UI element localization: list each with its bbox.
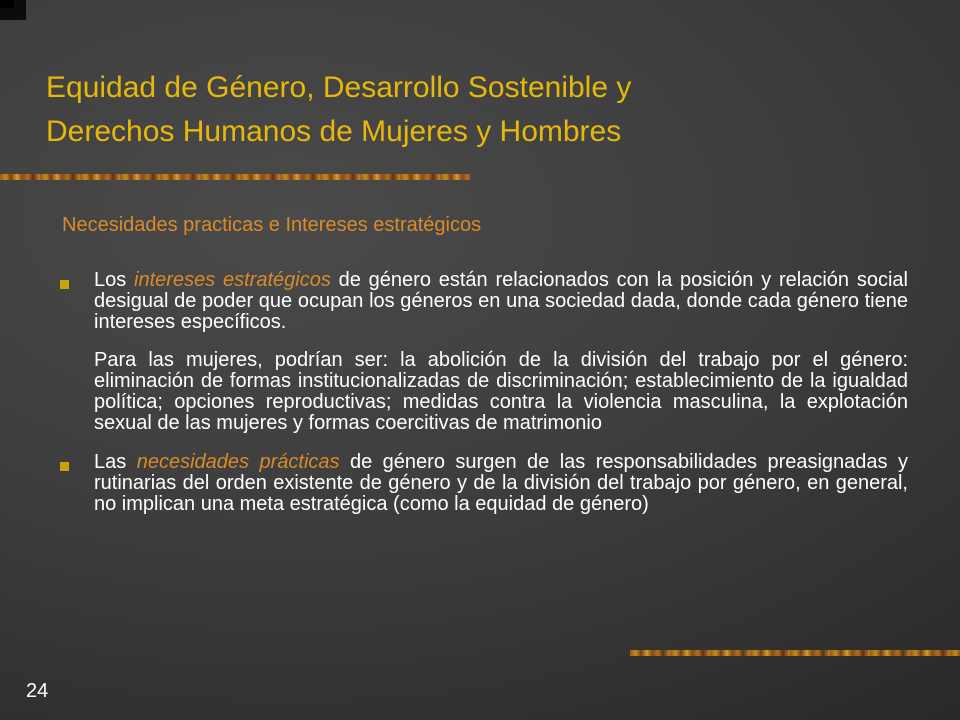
bullet-list bbox=[56, 270, 908, 515]
decorative-rule-bottom bbox=[630, 650, 960, 656]
square-bullet-icon bbox=[60, 462, 69, 471]
slide-subtitle: Necesidades practicas e Intereses estratégicos bbox=[62, 214, 482, 236]
bullet-item-practical-needs bbox=[56, 452, 908, 515]
slide-title-line-1: Equidad de Género, Desarrollo Sostenible y bbox=[46, 71, 632, 104]
bullet-text-pre: Los bbox=[94, 269, 135, 291]
highlighted-term: intereses estratégicos bbox=[134, 269, 331, 291]
bullet-paragraph bbox=[94, 452, 908, 515]
bullet-text-post: de género surgen de las responsabilidades preasignadas y rutinarias del orden existente de género y de la división del trabajo por género, en general, no implican una meta estratégica (como la equidad de género) bbox=[94, 451, 909, 515]
bullet-item-strategic-interests bbox=[56, 270, 908, 434]
corner-decoration-inner bbox=[0, 0, 14, 8]
square-bullet-icon bbox=[60, 280, 69, 289]
bullet-text-post: de género están relacionados con la posición y relación social desigual de poder que ocupan los géneros en una sociedad dada, donde cada género tiene intereses específicos. bbox=[94, 269, 908, 333]
bullet-paragraph bbox=[94, 270, 908, 333]
page-number: 24 bbox=[26, 680, 49, 702]
bullet-text-pre: Las bbox=[94, 451, 137, 473]
bullet-continuation-paragraph: Para las mujeres, podrían ser: la abolición de la división del trabajo por el género: eliminación de formas institucionalizadas de discriminación; establecimiento de la igualdad política; opciones reproductivas; medidas contra la violencia masculina, la explotación sexual de las mujeres y formas coercitivas de matrimonio bbox=[94, 349, 908, 434]
highlighted-term: necesidades prácticas bbox=[136, 451, 340, 473]
decorative-rule-top bbox=[0, 174, 470, 180]
slide-title-line-2: Derechos Humanos de Mujeres y Hombres bbox=[46, 115, 622, 148]
slide-title bbox=[46, 66, 906, 154]
